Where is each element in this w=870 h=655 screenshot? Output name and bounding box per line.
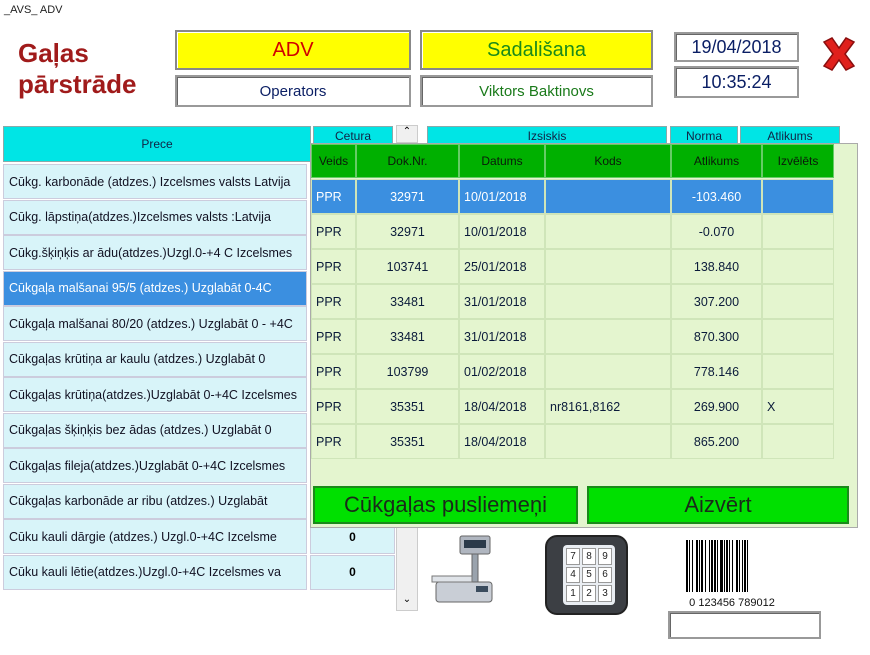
popup-cell-izv bbox=[762, 284, 834, 319]
operator-name[interactable]: Viktors Baktinovs bbox=[420, 75, 653, 107]
barcode-input[interactable] bbox=[668, 611, 821, 639]
product-row[interactable]: Cūkgaļas šķiņķis bez ādas (atdzes.) Uzglabāt 0 bbox=[3, 413, 307, 448]
keypad-key: 1 bbox=[566, 585, 580, 602]
popup-cell-kods bbox=[545, 284, 671, 319]
popup-cell-datums: 10/01/2018 bbox=[459, 214, 545, 249]
barcode-bar bbox=[720, 540, 723, 592]
popup-cell-doknr: 103799 bbox=[356, 354, 459, 389]
popup-cell-veids: PPR bbox=[311, 389, 356, 424]
popup-cell-doknr: 33481 bbox=[356, 284, 459, 319]
popup-cell-kods: nr8161,8162 bbox=[545, 389, 671, 424]
chevron-up-icon[interactable]: ⌃ bbox=[397, 126, 417, 143]
popup-cell-atlikums: 307.200 bbox=[671, 284, 762, 319]
barcode-bar bbox=[717, 540, 718, 592]
popup-cell-datums: 25/01/2018 bbox=[459, 249, 545, 284]
barcode-bar bbox=[701, 540, 703, 592]
popup-cell-veids: PPR bbox=[311, 319, 356, 354]
product-row[interactable]: Cūkg. lāpstiņa(atdzes.)Izcelsmes valsts :Latvija bbox=[3, 200, 307, 235]
col-header-atlikums[interactable]: Atlikums bbox=[740, 126, 840, 146]
operator-label: Operators bbox=[175, 75, 411, 107]
product-row[interactable]: Cūku kauli lētie(atdzes.)Uzgl.0-+4C Izcelsmes va bbox=[3, 555, 307, 590]
popup-cell-doknr: 35351 bbox=[356, 424, 459, 459]
popup-col-kods[interactable]: Kods bbox=[545, 144, 671, 178]
barcode-bar bbox=[714, 540, 716, 592]
close-icon[interactable] bbox=[818, 34, 860, 74]
keypad-key: 4 bbox=[566, 567, 580, 584]
popup-cell-datums: 18/04/2018 bbox=[459, 389, 545, 424]
popup-cell-kods bbox=[545, 179, 671, 214]
keypad-key: 8 bbox=[582, 548, 596, 565]
popup-cell-atlikums: -0.070 bbox=[671, 214, 762, 249]
popup-cell-izv bbox=[762, 424, 834, 459]
keypad-key: 7 bbox=[566, 548, 580, 565]
popup-col-doknr[interactable]: Dok.Nr. bbox=[356, 144, 459, 178]
barcode-bar bbox=[732, 540, 733, 592]
popup-cell-izv bbox=[762, 179, 834, 214]
popup-cell-izv bbox=[762, 354, 834, 389]
popup-cell-kods bbox=[545, 424, 671, 459]
barcode-bar bbox=[689, 540, 690, 592]
popup-cell-datums: 01/02/2018 bbox=[459, 354, 545, 389]
barcode-bar bbox=[696, 540, 698, 592]
popup-cell-kods bbox=[545, 354, 671, 389]
popup-cell-kods bbox=[545, 319, 671, 354]
product-row[interactable]: Cūku kauli dārgie (atdzes.) Uzgl.0-+4C Izcelsme bbox=[3, 519, 307, 554]
popup-cell-kods bbox=[545, 249, 671, 284]
popup-cell-atlikums: 870.300 bbox=[671, 319, 762, 354]
barcode-bar bbox=[744, 540, 746, 592]
popup-cell-doknr: 33481 bbox=[356, 319, 459, 354]
popup-cell-doknr: 32971 bbox=[356, 214, 459, 249]
barcode-icon[interactable] bbox=[682, 538, 782, 608]
chevron-down-icon[interactable]: ⌄ bbox=[402, 594, 412, 605]
scale-icon[interactable] bbox=[430, 530, 496, 612]
popup-cell-atlikums: 269.900 bbox=[671, 389, 762, 424]
barcode-bar bbox=[742, 540, 743, 592]
barcode-digits: 0 123456 789012 bbox=[689, 597, 775, 609]
popup-cell-veids: PPR bbox=[311, 284, 356, 319]
product-row[interactable]: Cūkg.šķiņķis ar ādu(atdzes.)Uzgl.0-+4 C Izcelsmes bbox=[3, 235, 307, 270]
product-qty: 0 bbox=[310, 555, 395, 590]
col-header-prece[interactable]: Prece bbox=[3, 126, 311, 162]
product-row[interactable]: Cūkg. karbonāde (atdzes.) Izcelsmes valsts Latvija bbox=[3, 164, 307, 199]
popup-cell-atlikums: 865.200 bbox=[671, 424, 762, 459]
company-field[interactable]: ADV bbox=[175, 30, 411, 70]
popup-cell-izv bbox=[762, 249, 834, 284]
popup-cell-veids: PPR bbox=[311, 354, 356, 389]
popup-cell-veids: PPR bbox=[311, 179, 356, 214]
barcode-bar bbox=[739, 540, 740, 592]
popup-cell-atlikums: 778.146 bbox=[671, 354, 762, 389]
product-row[interactable]: Cūkgaļas krūtiņa ar kaulu (atdzes.) Uzglabāt 0 bbox=[3, 342, 307, 377]
cukgalas-pusliemeni-button[interactable]: Cūkgaļas pusliemeņi bbox=[313, 486, 578, 524]
barcode-bar bbox=[692, 540, 693, 592]
popup-cell-datums: 31/01/2018 bbox=[459, 284, 545, 319]
popup-col-izvelets[interactable]: Izvēlēts bbox=[762, 144, 834, 178]
app-title: Gaļas pārstrāde bbox=[18, 38, 137, 99]
product-row[interactable]: Cūkgaļa malšanai 80/20 (atdzes.) Uzglabāt 0 - +4C bbox=[3, 306, 307, 341]
barcode-bar bbox=[711, 540, 713, 592]
barcode-bar bbox=[729, 540, 730, 592]
barcode-bar bbox=[699, 540, 700, 592]
time-field: 10:35:24 bbox=[674, 66, 799, 98]
popup-cell-veids: PPR bbox=[311, 214, 356, 249]
popup-cell-datums: 31/01/2018 bbox=[459, 319, 545, 354]
keypad-key: 2 bbox=[582, 585, 596, 602]
popup-cell-doknr: 103741 bbox=[356, 249, 459, 284]
popup-col-veids[interactable]: Veids bbox=[311, 144, 356, 178]
barcode-bar bbox=[736, 540, 738, 592]
popup-cell-datums: 10/01/2018 bbox=[459, 179, 545, 214]
product-row[interactable]: Cūkgaļas karbonāde ar ribu (atdzes.) Uzglabāt bbox=[3, 484, 307, 519]
popup-cell-veids: PPR bbox=[311, 424, 356, 459]
popup-cell-atlikums: -103.460 bbox=[671, 179, 762, 214]
keypad-key: 5 bbox=[582, 567, 596, 584]
window-title: _AVS_ ADV bbox=[4, 4, 63, 16]
keypad-key: 3 bbox=[598, 585, 612, 602]
col-header-izsiskis[interactable]: Izsiskis bbox=[427, 126, 667, 146]
keypad-key: 9 bbox=[598, 548, 612, 565]
popup-cell-izv bbox=[762, 319, 834, 354]
mode-field[interactable]: Sadališana bbox=[420, 30, 653, 70]
popup-cell-kods bbox=[545, 214, 671, 249]
product-qty: 0 bbox=[310, 519, 395, 554]
date-field: 19/04/2018 bbox=[674, 32, 799, 62]
popup-cell-izv bbox=[762, 214, 834, 249]
popup-cell-veids: PPR bbox=[311, 249, 356, 284]
barcode-bar bbox=[724, 540, 725, 592]
popup-cell-datums: 18/04/2018 bbox=[459, 424, 545, 459]
barcode-bar bbox=[726, 540, 728, 592]
product-row[interactable]: Cūkgaļas fileja(atdzes.)Uzglabāt 0-+4C Izcelsmes bbox=[3, 448, 307, 483]
popup-cell-doknr: 32971 bbox=[356, 179, 459, 214]
keypad-icon[interactable] bbox=[545, 535, 628, 615]
popup-cell-doknr: 35351 bbox=[356, 389, 459, 424]
popup-cell-izv: X bbox=[762, 389, 834, 424]
product-row[interactable]: Cūkgaļa malšanai 95/5 (atdzes.) Uzglabāt 0-4C bbox=[3, 271, 307, 306]
barcode-bar bbox=[686, 540, 688, 592]
popup-cell-atlikums: 138.840 bbox=[671, 249, 762, 284]
keypad-key: 6 bbox=[598, 567, 612, 584]
popup-col-datums[interactable]: Datums bbox=[459, 144, 545, 178]
barcode-bar bbox=[705, 540, 706, 592]
barcode-bar bbox=[747, 540, 748, 592]
aizvert-button[interactable]: Aizvērt bbox=[587, 486, 849, 524]
product-row[interactable]: Cūkgaļas krūtiņa(atdzes.)Uzglabāt 0-+4C Izcelsmes bbox=[3, 377, 307, 412]
col-header-norma[interactable]: Norma bbox=[670, 126, 738, 146]
barcode-bar bbox=[709, 540, 710, 592]
popup-col-atlikums[interactable]: Atlikums bbox=[671, 144, 762, 178]
col-header-cetura[interactable]: Cetura bbox=[313, 126, 393, 146]
